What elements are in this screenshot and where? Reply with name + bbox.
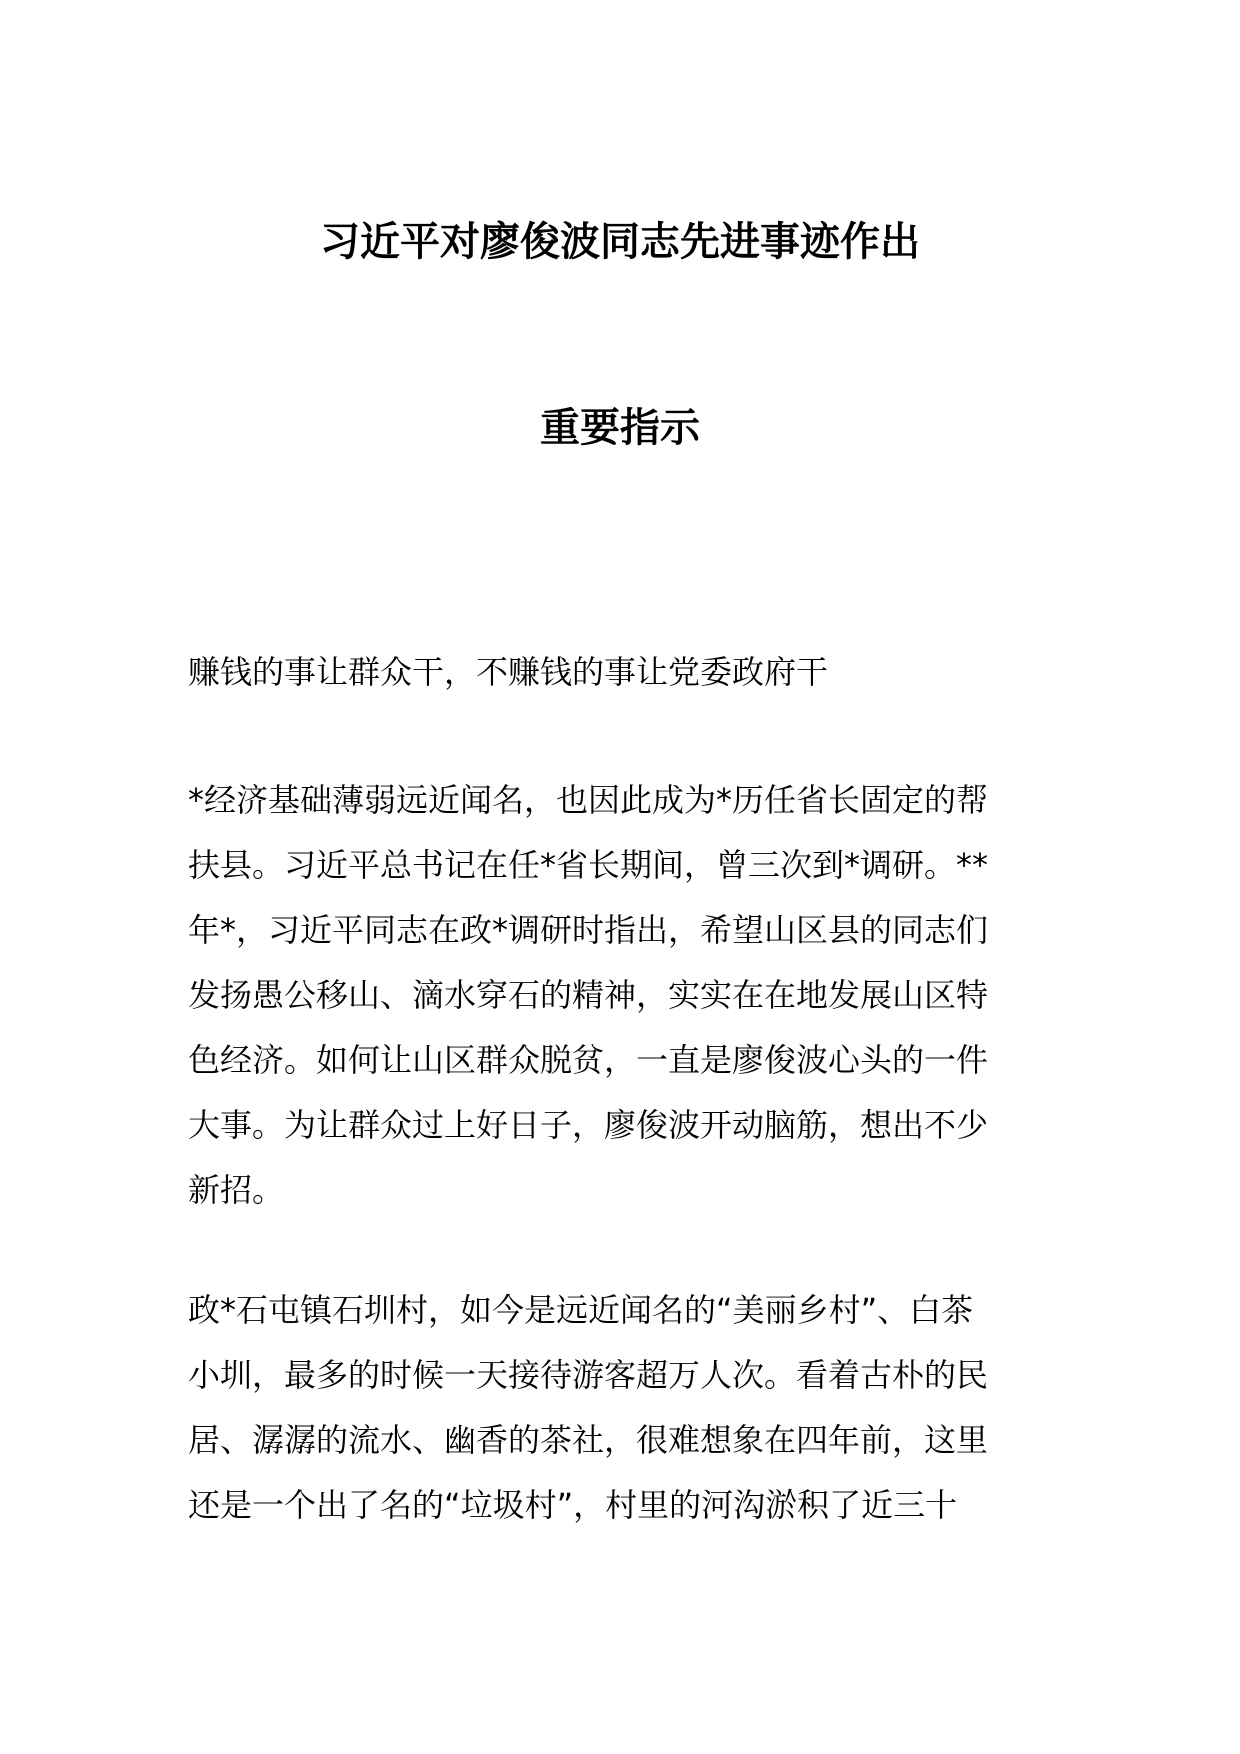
- text-line: 还是一个出了名的“垃圾村”，村里的河沟淤积了近三十: [188, 1486, 958, 1524]
- text-line: *经济基础薄弱远近闻名，也因此成为*历任省长固定的帮: [188, 781, 989, 819]
- text-line: 小圳，最多的时候一天接待游客超万人次。看着古朴的民: [188, 1356, 989, 1394]
- body-paragraph-1: [188, 768, 1068, 1223]
- text-line: 色经济。如何让山区群众脱贫，一直是廖俊波心头的一件: [188, 1041, 989, 1079]
- document-title-line-2: 重要指示: [540, 405, 700, 451]
- body-paragraph-2: [188, 1278, 1068, 1538]
- text-line: 政*石屯镇石圳村，如今是远近闻名的“美丽乡村”、白茶: [188, 1291, 974, 1329]
- text-line: 扶县。习近平总书记在任*省长期间，曾三次到*调研。**: [188, 846, 989, 884]
- text-line: 居、潺潺的流水、幽香的茶社，很难想象在四年前，这里: [188, 1421, 989, 1459]
- subheading-paragraph: [188, 640, 1068, 705]
- text-line: 大事。为让群众过上好日子，廖俊波开动脑筋，想出不少: [188, 1106, 989, 1144]
- text-line: 赚钱的事让群众干，不赚钱的事让党委政府干: [188, 653, 829, 691]
- document-title-line-1: 习近平对廖俊波同志先进事迹作出: [320, 219, 920, 265]
- text-line: 年*，习近平同志在政*调研时指出，希望山区县的同志们: [188, 911, 989, 949]
- text-line: 新招。: [188, 1171, 285, 1209]
- text-line: 发扬愚公移山、滴水穿石的精神，实实在在地发展山区特: [188, 976, 989, 1014]
